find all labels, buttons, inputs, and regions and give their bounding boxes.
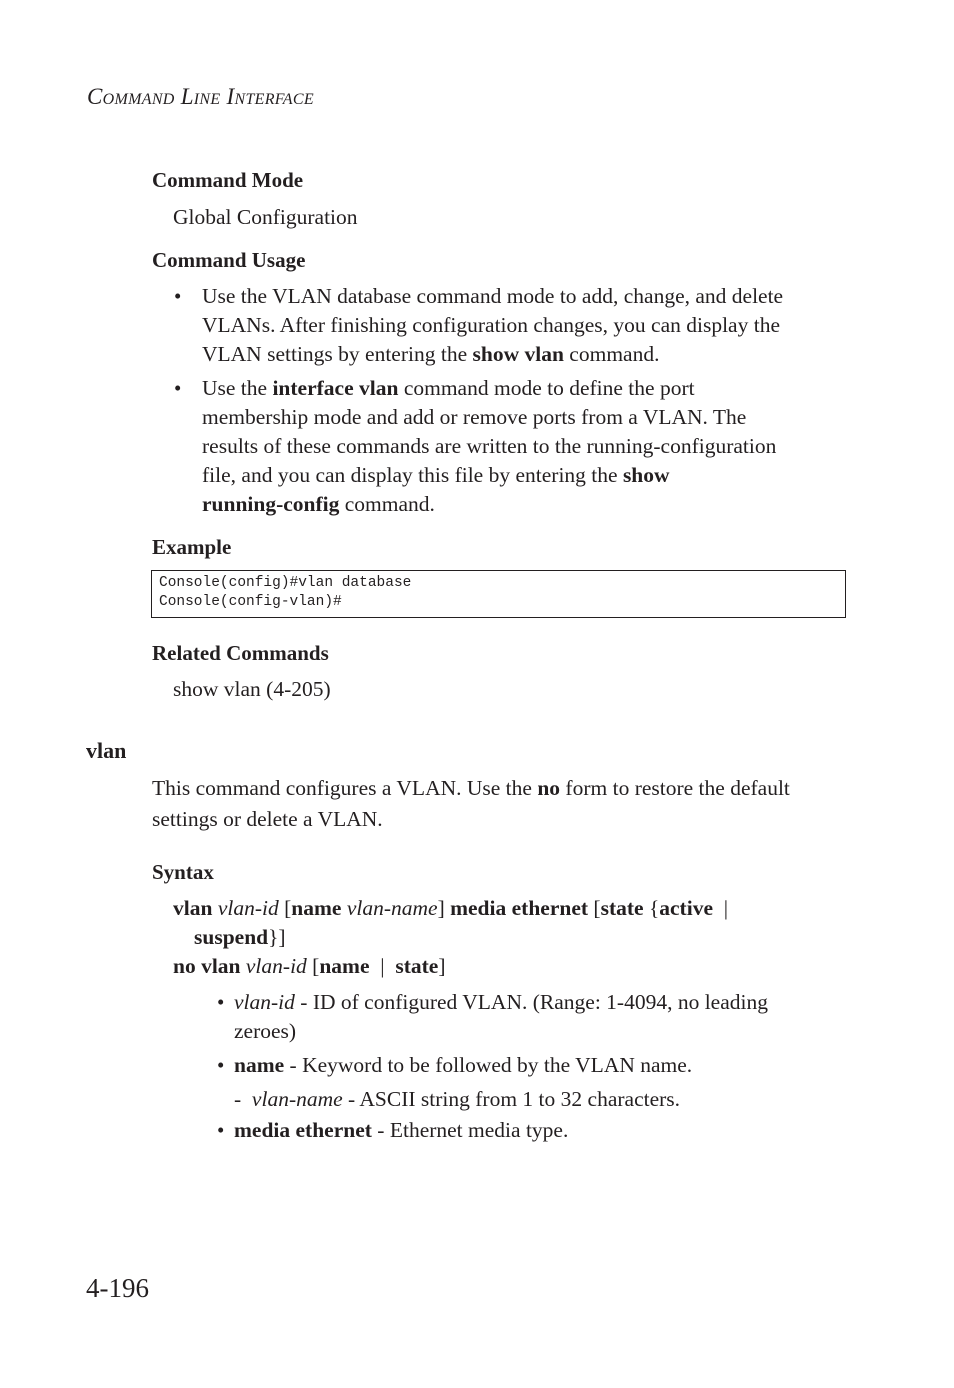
bracket: ] [438,954,446,978]
code-line-1: Console(config)#vlan database [159,575,412,591]
interface-vlan-keyword: interface vlan [272,376,399,400]
arg-vlan-id: vlan-id [245,954,307,978]
bullet-marker: • [174,284,182,308]
param-media-ethernet [234,1118,568,1143]
show-vlan-keyword: show vlan [472,342,564,366]
kw-vlan: vlan [173,896,213,920]
bullet-marker: • [174,376,182,400]
related-commands-heading: Related Commands [152,641,329,665]
running-header: Command Line Interface [87,84,314,109]
code-line-2: Console(config-vlan)# [159,594,342,610]
arg-vlan-id: vlan-id [217,896,279,920]
page-number: 4-196 [86,1273,149,1303]
command-mode-value: Global Configuration [173,205,358,229]
kw-name: name [319,954,370,978]
bracket: ] [437,896,445,920]
command-usage-heading: Command Usage [152,248,306,272]
kw-state: state [395,954,439,978]
text: command mode to define the port [398,376,695,400]
param-vlan-name [234,1087,680,1112]
param-desc: - Ethernet media type. [371,1118,569,1142]
usage-bullet1-line1: Use the VLAN database command mode to add, change, and delete [202,284,784,308]
no-keyword: no [537,776,561,800]
usage-bullet2-line3: results of these commands are written to the running-configuration [202,434,777,458]
syntax-line-2 [173,954,445,979]
closing-brackets: }] [268,925,286,949]
usage-bullet2-line2: membership mode and add or remove ports from a VLAN. The [202,405,747,429]
example-code-box [151,570,846,618]
command-mode-heading: Command Mode [152,168,304,192]
bracket: [ [312,954,320,978]
pipe: | [723,896,729,920]
syntax-line-1 [173,896,728,921]
text: form to restore the default [560,776,790,800]
param-term: vlan-name [251,1087,343,1111]
param-term: media ethernet [234,1118,372,1142]
bullet-marker: • [217,1053,225,1077]
kw-media-ethernet: media ethernet [450,896,589,920]
usage-bullet2-line4 [202,463,670,488]
vlan-section-title: vlan [86,738,127,763]
text: This command configures a VLAN. Use the [152,776,538,800]
bullet-marker: • [217,990,225,1014]
param-desc: - ID of configured VLAN. (Range: 1-4094, no leading [294,990,768,1014]
kw-no-vlan: no vlan [173,954,241,978]
param-vlan-id-line2: zeroes) [234,1019,297,1043]
param-term: vlan-id [234,990,295,1014]
usage-bullet1-line3 [202,342,659,367]
vlan-description-line2: settings or delete a VLAN. [152,807,383,831]
usage-bullet2-line1 [202,376,695,401]
running-config-keyword: running-config [202,492,340,516]
brace: { [648,896,660,920]
usage-bullet1-line2: VLANs. After finishing configuration changes, you can display the [202,313,780,337]
show-keyword: show [622,463,670,487]
related-command-show-vlan: show vlan (4-205) [173,677,331,701]
vlan-description-line1 [152,776,790,801]
bracket: [ [593,896,601,920]
text: file, and you can display this file by entering the [202,463,623,487]
example-heading: Example [152,535,232,559]
kw-state: state [600,896,644,920]
arg-vlan-name: vlan-name [346,896,438,920]
text: command. [563,342,660,366]
param-desc: - ASCII string from 1 to 32 characters. [342,1087,681,1111]
usage-bullet2-line5 [202,492,435,517]
pipe: | [380,954,385,978]
text: Use the [202,376,273,400]
bullet-marker: • [217,1118,225,1142]
param-vlan-id-line1 [234,990,768,1015]
kw-name: name [291,896,342,920]
text: VLAN settings by entering the [202,342,473,366]
dash: - [234,1087,242,1111]
param-name [234,1053,692,1078]
syntax-line-1-continued [194,925,286,950]
kw-suspend: suspend [194,925,269,949]
text: command. [339,492,435,516]
bracket: [ [284,896,292,920]
param-term: name [234,1053,285,1077]
syntax-heading: Syntax [152,860,214,884]
kw-active: active [659,896,713,920]
param-desc: - Keyword to be followed by the VLAN name. [284,1053,693,1077]
